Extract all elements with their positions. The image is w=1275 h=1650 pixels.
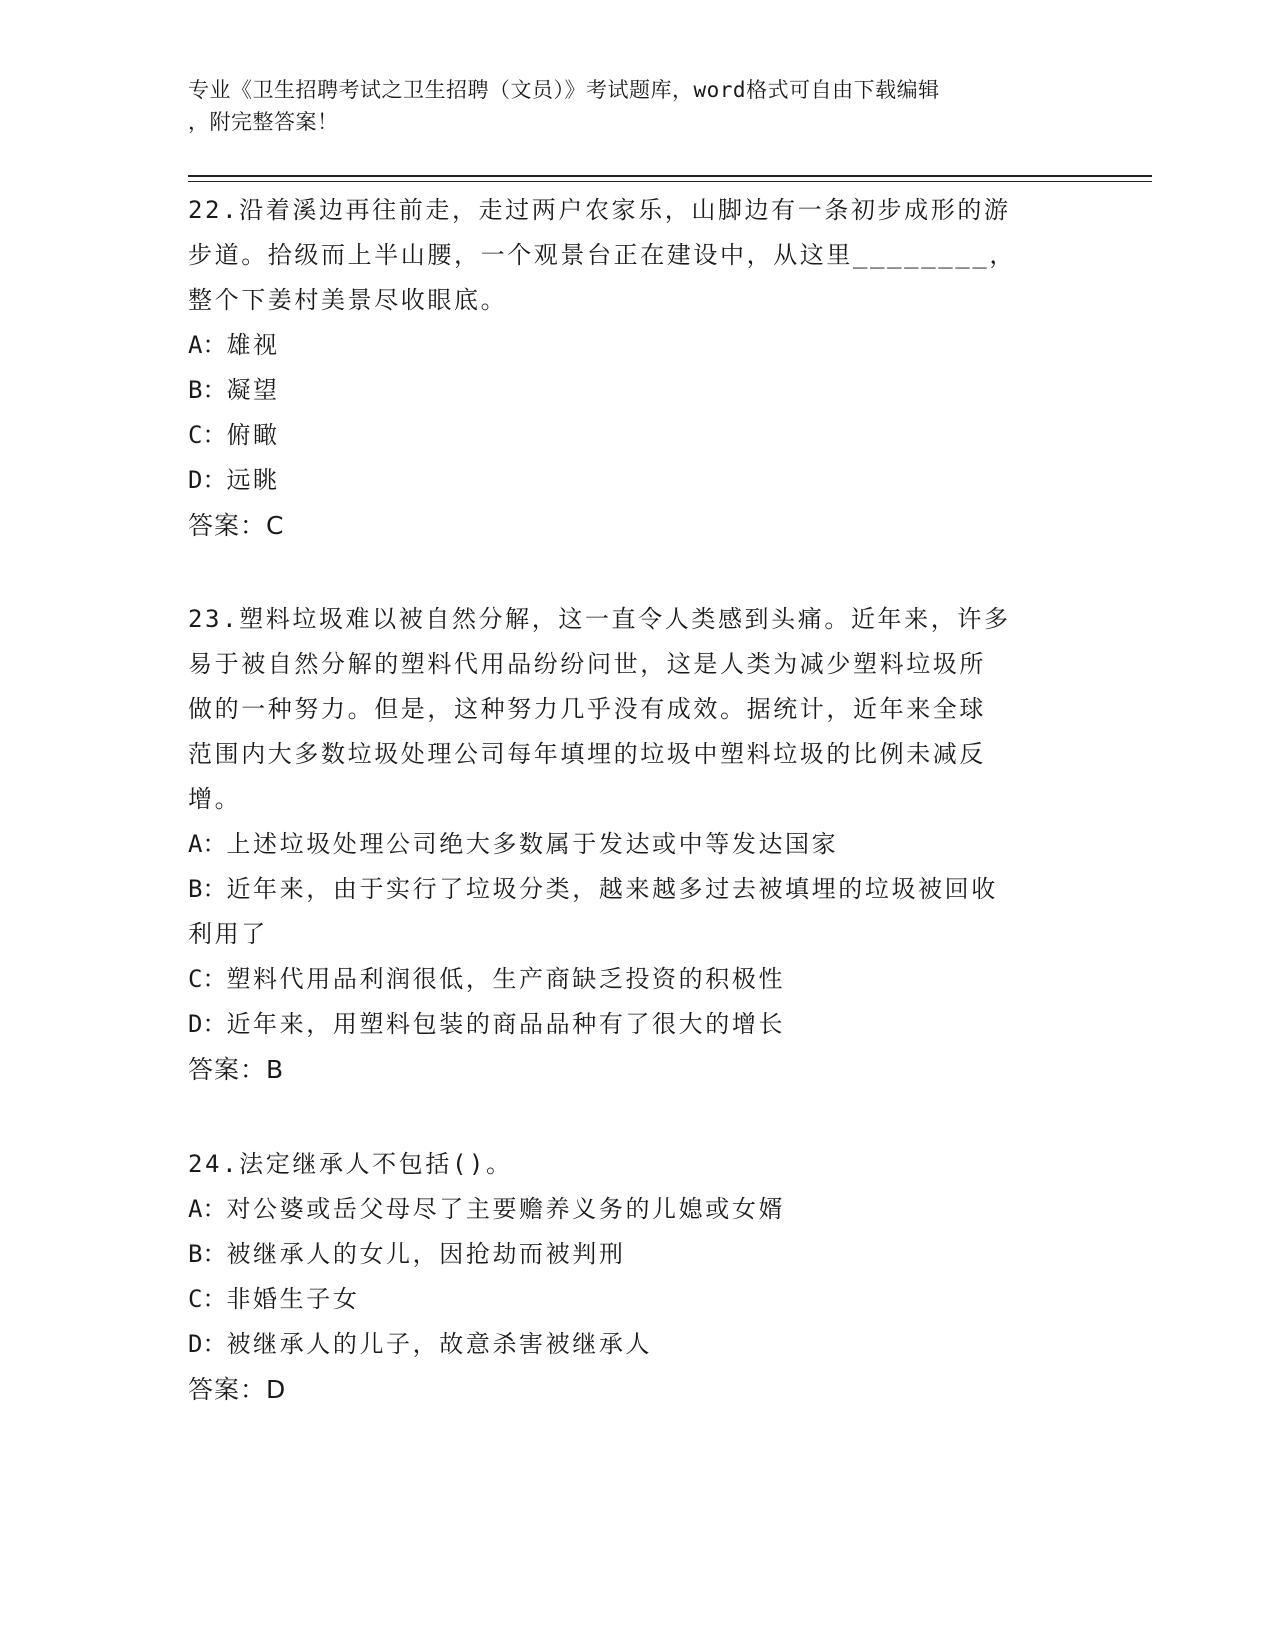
option-b bbox=[188, 1232, 1088, 1277]
question-stem-line: 22.沿着溪边再往前走，走过两户农家乐，山脚边有一条初步成形的游 bbox=[188, 196, 1011, 224]
option-text: 被继承人的女儿，因抢劫而被判刑 bbox=[226, 1240, 626, 1268]
option-b bbox=[188, 867, 1088, 912]
question-stem-line: 做的一种努力。但是，这种努力几乎没有成效。据统计，近年来全球 bbox=[188, 695, 986, 723]
question-stem-line: 增。 bbox=[188, 785, 242, 813]
option-key: B： bbox=[188, 1240, 227, 1268]
option-key: A： bbox=[188, 830, 227, 858]
answer-line: 答案：D bbox=[188, 1375, 287, 1404]
answer-line: 答案：B bbox=[188, 1055, 285, 1084]
option-text: 被继承人的儿子，故意杀害被继承人 bbox=[226, 1330, 653, 1358]
option-text: 近年来，由于实行了垃圾分类，越来越多过去被填埋的垃圾被回收 bbox=[226, 875, 998, 903]
option-text: 远眺 bbox=[226, 466, 280, 494]
option-a bbox=[188, 323, 1088, 368]
question-stem-line: 23.塑料垃圾难以被自然分解，这一直令人类感到头痛。近年来，许多 bbox=[188, 605, 1011, 633]
option-key: C： bbox=[188, 1285, 227, 1313]
option-c bbox=[188, 957, 1088, 1002]
option-b-continued: 利用了 bbox=[188, 920, 268, 948]
header-line-2: ，附完整答案！ bbox=[188, 110, 339, 134]
option-a bbox=[188, 822, 1088, 867]
option-key: C： bbox=[188, 965, 227, 993]
option-text: 凝望 bbox=[226, 376, 280, 404]
option-text: 非婚生子女 bbox=[226, 1285, 360, 1313]
header-rule-thin bbox=[188, 181, 1152, 182]
option-c bbox=[188, 413, 1088, 458]
option-d bbox=[188, 1322, 1088, 1367]
option-text: 近年来，用塑料包装的商品品种有了很大的增长 bbox=[226, 1010, 786, 1038]
option-d bbox=[188, 458, 1088, 503]
document-header bbox=[188, 74, 1088, 138]
question-stem-line: 整个下姜村美景尽收眼底。 bbox=[188, 286, 508, 314]
option-key: A： bbox=[188, 331, 227, 359]
question-stem-line: 范围内大多数垃圾处理公司每年填埋的垃圾中塑料垃圾的比例未减反 bbox=[188, 740, 986, 768]
question-24 bbox=[188, 1142, 1088, 1412]
option-text: 对公婆或岳父母尽了主要赡养义务的儿媳或女婿 bbox=[226, 1195, 786, 1223]
option-text: 上述垃圾处理公司绝大多数属于发达或中等发达国家 bbox=[226, 830, 839, 858]
header-line-1: 专业《卫生招聘考试之卫生招聘（文员）》考试题库，word格式可自由下载编辑 bbox=[188, 78, 940, 102]
option-key: A： bbox=[188, 1195, 227, 1223]
option-d bbox=[188, 1002, 1088, 1047]
answer-line: 答案：C bbox=[188, 511, 285, 540]
option-a bbox=[188, 1187, 1088, 1232]
question-stem-line: 易于被自然分解的塑料代用品纷纷问世，这是人类为减少塑料垃圾所 bbox=[188, 650, 986, 678]
option-text: 俯瞰 bbox=[226, 421, 280, 449]
option-key: B： bbox=[188, 875, 227, 903]
option-b bbox=[188, 368, 1088, 413]
question-stem-line: 步道。拾级而上半山腰，一个观景台正在建设中，从这里________， bbox=[188, 241, 1016, 269]
option-key: D： bbox=[188, 466, 227, 494]
option-text: 雄视 bbox=[226, 331, 280, 359]
option-key: D： bbox=[188, 1010, 227, 1038]
question-22 bbox=[188, 188, 1088, 548]
option-c bbox=[188, 1277, 1088, 1322]
question-23 bbox=[188, 597, 1088, 1092]
option-key: B： bbox=[188, 376, 227, 404]
option-key: C： bbox=[188, 421, 227, 449]
option-key: D： bbox=[188, 1330, 227, 1358]
option-text: 塑料代用品利润很低，生产商缺乏投资的积极性 bbox=[226, 965, 786, 993]
question-stem-line: 24.法定继承人不包括()。 bbox=[188, 1150, 513, 1178]
header-rule-thick bbox=[188, 175, 1152, 177]
